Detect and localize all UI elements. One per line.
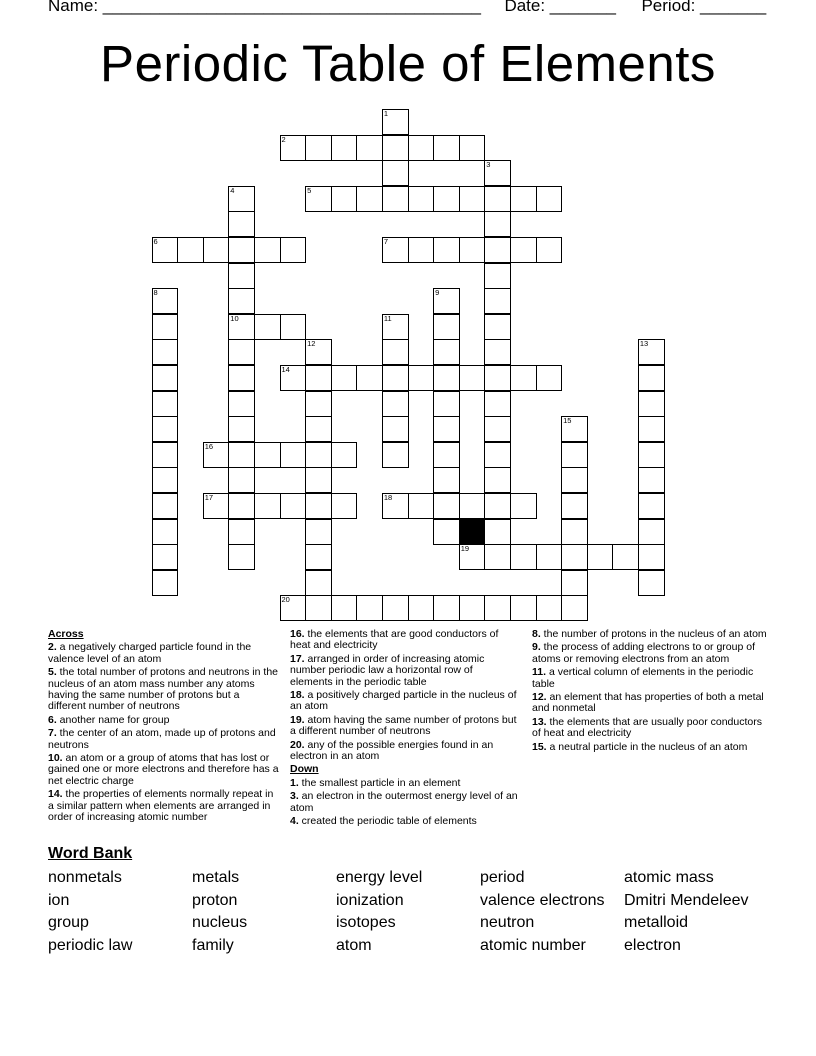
crossword-cell[interactable]: [331, 442, 358, 468]
crossword-cell[interactable]: [484, 237, 511, 263]
crossword-cell[interactable]: [638, 493, 665, 519]
crossword-cell[interactable]: [612, 544, 639, 570]
crossword-cell[interactable]: [561, 467, 588, 493]
clue-text: the properties of elements normally repeat in a similar pattern when elements are arranged in order of increasing atomic number: [48, 788, 274, 824]
crossword-cell[interactable]: [536, 186, 563, 212]
crossword-cell[interactable]: [382, 339, 409, 365]
clue-number: 13.: [532, 715, 547, 728]
crossword-cell[interactable]: [280, 442, 307, 468]
clue-text: a neutral particle in the nucleus of an atom: [546, 740, 748, 753]
crossword-cell[interactable]: [228, 263, 255, 289]
crossword-cell[interactable]: [433, 135, 460, 161]
word-bank-item: period: [480, 869, 525, 886]
crossword-cell[interactable]: [305, 595, 332, 621]
crossword-cell[interactable]: [152, 416, 179, 442]
crossword-cell[interactable]: [638, 416, 665, 442]
crossword-cell[interactable]: [228, 211, 255, 237]
clue-number: 20: [281, 595, 290, 605]
clue: [532, 667, 768, 690]
crossword-cell[interactable]: [305, 493, 332, 519]
crossword-cell[interactable]: [331, 595, 358, 621]
clue-number: 4: [230, 185, 235, 195]
clue-text: the smallest particle in an element: [298, 776, 461, 789]
across-heading: Across: [48, 628, 84, 640]
clue-number: 6: [153, 237, 158, 246]
crossword-cell[interactable]: [305, 186, 332, 212]
crossword-cell[interactable]: [228, 339, 255, 365]
clue-number: 15.: [532, 740, 547, 753]
crossword-cell[interactable]: [152, 467, 179, 493]
crossword-cell[interactable]: [305, 365, 332, 391]
crossword-cell[interactable]: [484, 339, 511, 365]
word-bank-item: ion: [48, 891, 70, 909]
crossword-cell[interactable]: [484, 416, 511, 442]
crossword-cell[interactable]: [382, 237, 409, 263]
crossword-cell[interactable]: [254, 493, 281, 519]
clue-column-1: [48, 629, 280, 826]
word-bank-item: atomic mass: [624, 869, 714, 886]
clue-text: another name for group: [56, 713, 170, 726]
crossword-cell[interactable]: [561, 416, 588, 442]
clue: [48, 789, 280, 823]
clue-text: a negatively charged particle found in the valence level of an atom: [48, 641, 252, 665]
clue-number: 17.: [290, 652, 305, 665]
clue-number: 1: [383, 109, 389, 118]
crossword-cell[interactable]: [382, 442, 409, 468]
word-bank-item: atom: [336, 937, 372, 955]
crossword-cell[interactable]: [638, 544, 665, 570]
clue: [290, 740, 518, 763]
crossword-cell[interactable]: [280, 365, 307, 391]
crossword-cell[interactable]: [484, 160, 511, 186]
clue-text: any of the possible energies found in an electron in an atom: [290, 738, 494, 763]
crossword-cell[interactable]: [638, 339, 665, 365]
clue: [48, 667, 280, 713]
crossword-cell[interactable]: [484, 186, 511, 212]
clue-number: 3.: [290, 790, 299, 803]
clue-number: 8: [153, 288, 158, 298]
crossword-cell[interactable]: [228, 442, 255, 468]
clue-number: 6.: [48, 713, 57, 726]
crossword-cell[interactable]: [254, 442, 281, 468]
word-bank-item: atomic number: [480, 937, 586, 955]
crossword-cell[interactable]: [305, 544, 332, 570]
crossword-cell[interactable]: [305, 442, 332, 468]
clue: [48, 715, 280, 726]
clue: [290, 791, 518, 814]
crossword-cell[interactable]: [433, 467, 460, 493]
down-heading: Down: [290, 763, 319, 776]
crossword-cell[interactable]: [152, 237, 179, 263]
crossword-cell[interactable]: [331, 186, 358, 212]
crossword-cell[interactable]: [356, 135, 383, 161]
crossword-cell[interactable]: [638, 467, 665, 493]
word-bank-item: nucleus: [192, 914, 248, 932]
crossword-cell[interactable]: [561, 519, 588, 545]
crossword-cell[interactable]: [433, 339, 460, 365]
crossword-cell[interactable]: [408, 365, 435, 391]
crossword-cell[interactable]: [382, 493, 409, 519]
crossword-cell[interactable]: [305, 467, 332, 493]
clue-number: 16: [204, 441, 214, 451]
crossword-cell[interactable]: [408, 135, 435, 161]
crossword-cell[interactable]: [433, 391, 460, 417]
clue-number: 12: [307, 339, 316, 349]
clue-number: 1.: [290, 776, 299, 789]
crossword-cell[interactable]: [152, 570, 179, 596]
clue-number: 3: [486, 160, 491, 170]
clue: [48, 728, 280, 751]
crossword-cell[interactable]: [305, 570, 332, 596]
crossword-cell[interactable]: [305, 391, 332, 417]
crossword-cell[interactable]: [433, 595, 460, 621]
clue: [290, 629, 518, 652]
crossword-cell[interactable]: [484, 595, 511, 621]
word-bank-item: proton: [192, 891, 238, 909]
crossword-cell[interactable]: [510, 595, 537, 621]
crossword-cell[interactable]: [382, 365, 409, 391]
crossword-cell[interactable]: [382, 135, 409, 161]
crossword-cell[interactable]: [433, 519, 460, 545]
crossword-cell[interactable]: [152, 339, 179, 365]
clue-number: 7.: [48, 727, 57, 740]
clue: [48, 753, 280, 787]
word-bank-item: neutron: [480, 914, 535, 932]
word-bank: [48, 867, 788, 958]
crossword-cell[interactable]: [484, 467, 511, 493]
clue-number: 7: [383, 237, 389, 246]
clue-number: 2.: [48, 641, 57, 654]
crossword-cell[interactable]: [228, 365, 255, 391]
clue-text: the elements that are usually poor conductors of heat and electricity: [532, 715, 762, 740]
crossword-cell[interactable]: [382, 595, 409, 621]
crossword-cell[interactable]: [484, 314, 511, 340]
clue: [290, 715, 518, 738]
crossword-cell[interactable]: [152, 544, 179, 570]
crossword-cell[interactable]: [484, 288, 511, 314]
crossword-cell[interactable]: [305, 519, 332, 545]
clue-number: 18: [383, 493, 393, 502]
crossword-cell[interactable]: [305, 135, 332, 161]
crossword-cell[interactable]: [638, 519, 665, 545]
clue-text: an atom or a group of atoms that has lost or gained one or more electrons and therefore has a net electric charge: [48, 752, 279, 787]
word-bank-item: metalloid: [624, 914, 689, 932]
clue: [532, 642, 768, 665]
crossword-cell[interactable]: [228, 391, 255, 417]
word-bank-title: Word Bank: [48, 845, 133, 862]
crossword-cell[interactable]: [203, 442, 230, 468]
crossword-cell[interactable]: [152, 314, 179, 340]
crossword-cell[interactable]: [280, 493, 307, 519]
clue-number: 17: [204, 493, 214, 502]
date-field[interactable]: Date: _______: [504, 0, 616, 15]
crossword-cell[interactable]: [433, 186, 460, 212]
crossword-cell[interactable]: [638, 391, 665, 417]
crossword-cell[interactable]: [561, 595, 588, 621]
period-field[interactable]: Period: _______: [641, 0, 767, 15]
word-bank-item: metals: [192, 869, 240, 886]
clue-number: 19: [460, 544, 470, 554]
crossword-cell[interactable]: [433, 442, 460, 468]
crossword-cell[interactable]: [484, 544, 511, 570]
word-bank-item: Dmitri Mendeleev: [624, 891, 749, 909]
crossword-cell[interactable]: [280, 314, 307, 340]
crossword-cell[interactable]: [280, 237, 307, 263]
crossword-cell[interactable]: [536, 237, 563, 263]
crossword-cell[interactable]: [228, 493, 255, 519]
clue-number: 10: [230, 313, 239, 323]
clue-text: an element that has properties of both a metal and nonmetal: [532, 691, 764, 715]
crossword-cell[interactable]: [280, 595, 307, 621]
crossword-cell[interactable]: [152, 391, 179, 417]
crossword-cell[interactable]: [228, 416, 255, 442]
crossword-cell[interactable]: [356, 595, 383, 621]
crossword-cell[interactable]: [280, 135, 307, 161]
clue-number: 4.: [290, 815, 299, 828]
clue-number: 2: [281, 134, 286, 144]
crossword-cell[interactable]: [433, 493, 460, 519]
crossword-cell[interactable]: [459, 135, 486, 161]
crossword-cell[interactable]: [510, 544, 537, 570]
crossword-cell[interactable]: [305, 339, 332, 365]
crossword-cell[interactable]: [587, 544, 614, 570]
clue-text: atom having the same number of protons but a different number of neutrons: [290, 713, 517, 738]
word-bank-item: electron: [624, 937, 681, 955]
crossword-cell[interactable]: [228, 314, 255, 340]
crossword-cell[interactable]: [228, 186, 255, 212]
clue-number: 15: [563, 416, 572, 426]
clue-text: an electron in the outermost energy level of an atom: [290, 790, 518, 814]
word-bank-item: energy level: [336, 869, 423, 886]
crossword-cell[interactable]: [536, 365, 563, 391]
crossword-cell[interactable]: [305, 416, 332, 442]
crossword-cell[interactable]: [459, 544, 486, 570]
crossword-cell[interactable]: [152, 365, 179, 391]
crossword-cell[interactable]: [382, 186, 409, 212]
crossword-cell[interactable]: [228, 237, 255, 263]
clue-text: created the periodic table of elements: [298, 815, 477, 828]
clue-number: 16.: [290, 628, 305, 640]
clue-number: 5.: [48, 666, 57, 679]
crossword-cell[interactable]: [510, 186, 537, 212]
crossword-cell[interactable]: [228, 467, 255, 493]
clue-text: the center of an atom, made up of protons and neutrons: [48, 727, 276, 751]
clue-text: the process of adding electrons to or group of atoms or removing electrons from an atom: [532, 641, 755, 665]
crossword-cell[interactable]: [382, 416, 409, 442]
clue-number: 13: [639, 339, 649, 349]
crossword-cell[interactable]: [561, 544, 588, 570]
crossword-cell[interactable]: [254, 237, 281, 263]
clue-column-3: [532, 629, 768, 755]
crossword-cell[interactable]: [331, 135, 358, 161]
crossword-cell[interactable]: [510, 237, 537, 263]
crossword-cell[interactable]: [484, 519, 511, 545]
word-bank-item: isotopes: [336, 914, 396, 932]
crossword-cell[interactable]: [484, 365, 511, 391]
clue-number: 19.: [290, 713, 305, 726]
crossword-cell[interactable]: [228, 288, 255, 314]
crossword-cell[interactable]: [152, 288, 179, 314]
crossword-cell[interactable]: [408, 493, 435, 519]
crossword-cell[interactable]: [228, 544, 255, 570]
clue-number: 5: [307, 185, 312, 195]
crossword-cell[interactable]: [484, 391, 511, 417]
clue-number: 9.: [532, 641, 541, 654]
crossword-cell[interactable]: [459, 493, 486, 519]
crossword-cell[interactable]: [638, 570, 665, 596]
clue: [48, 642, 280, 665]
crossword-cell[interactable]: [433, 416, 460, 442]
crossword-cell[interactable]: [459, 595, 486, 621]
crossword-cell[interactable]: [638, 365, 665, 391]
crossword-cell[interactable]: [561, 570, 588, 596]
crossword-cell[interactable]: [152, 519, 179, 545]
crossword-cell[interactable]: [484, 263, 511, 289]
crossword-cell[interactable]: [152, 442, 179, 468]
crossword-cell[interactable]: [228, 519, 255, 545]
clue: [290, 778, 518, 789]
crossword-cell[interactable]: [433, 237, 460, 263]
clue-number: 9: [435, 288, 440, 298]
crossword-cell[interactable]: [484, 442, 511, 468]
crossword-cell[interactable]: [433, 288, 460, 314]
clue: [532, 692, 768, 715]
crossword-cell[interactable]: [561, 442, 588, 468]
crossword-cell[interactable]: [433, 314, 460, 340]
clue-text: the number of protons in the nucleus of an atom: [540, 628, 767, 640]
clue-number: 10.: [48, 752, 63, 765]
crossword-cell[interactable]: [382, 314, 409, 340]
clue: [532, 629, 768, 640]
clue-number: 8.: [532, 628, 541, 640]
crossword-cell[interactable]: [408, 595, 435, 621]
crossword-cell[interactable]: [459, 186, 486, 212]
clue-number: 14: [281, 365, 290, 374]
crossword-cell[interactable]: [408, 186, 435, 212]
crossword-cell[interactable]: [382, 109, 409, 135]
crossword-cell[interactable]: [177, 237, 204, 263]
word-bank-item: group: [48, 914, 89, 932]
crossword-block: [459, 519, 486, 545]
clue-text: arranged in order of increasing atomic number periodic law a horizontal row of elements in the periodic table: [290, 652, 485, 688]
clue: [290, 654, 518, 688]
crossword-cell[interactable]: [382, 391, 409, 417]
crossword-cell[interactable]: [484, 493, 511, 519]
word-bank-item: family: [192, 937, 234, 955]
clue: [290, 690, 518, 713]
crossword-cell[interactable]: [152, 493, 179, 519]
crossword-cell[interactable]: [356, 365, 383, 391]
word-bank-item: ionization: [336, 891, 404, 909]
clue-text: a positively charged particle in the nucleus of an atom: [290, 689, 517, 713]
crossword-cell[interactable]: [561, 493, 588, 519]
clue-number: 12.: [532, 691, 547, 704]
word-bank-item: nonmetals: [48, 869, 122, 886]
clue-number: 18.: [290, 689, 305, 702]
crossword-cell[interactable]: [408, 237, 435, 263]
crossword-cell[interactable]: [638, 442, 665, 468]
word-bank-item: valence electrons: [480, 891, 605, 909]
crossword-cell[interactable]: [433, 365, 460, 391]
crossword-cell[interactable]: [331, 365, 358, 391]
crossword-cell[interactable]: [536, 595, 563, 621]
crossword-cell[interactable]: [382, 160, 409, 186]
crossword-cell[interactable]: [484, 211, 511, 237]
crossword-cell[interactable]: [459, 237, 486, 263]
crossword-cell[interactable]: [510, 365, 537, 391]
crossword-cell[interactable]: [331, 493, 358, 519]
clue-text: the elements that are good conductors of heat and electricity: [290, 628, 499, 652]
page-title: Periodic Table of Elements: [100, 35, 716, 92]
crossword-cell[interactable]: [203, 237, 230, 263]
clue-number: 11: [383, 313, 392, 323]
crossword-cell[interactable]: [203, 493, 230, 519]
crossword-cell[interactable]: [510, 493, 537, 519]
clue-number: 14.: [48, 788, 63, 801]
clue-number: 20.: [290, 738, 305, 751]
clue: [290, 816, 518, 827]
clue-text: the total number of protons and neutrons in the nucleus of an atom mass number any atoms having the same number of protons but a different number of neutrons: [48, 666, 278, 713]
crossword-cell[interactable]: [356, 186, 383, 212]
name-field[interactable]: Name: ________________________________________: [48, 0, 481, 15]
clue-column-2: [290, 629, 518, 830]
word-bank-item: periodic law: [48, 937, 133, 955]
crossword-cell[interactable]: [254, 314, 281, 340]
crossword-cell[interactable]: [459, 365, 486, 391]
crossword-cell[interactable]: [536, 544, 563, 570]
clue-text: a vertical column of elements in the periodic table: [532, 666, 754, 690]
clue: [532, 717, 768, 740]
clue-number: 11.: [532, 666, 547, 679]
clue: [532, 742, 768, 753]
